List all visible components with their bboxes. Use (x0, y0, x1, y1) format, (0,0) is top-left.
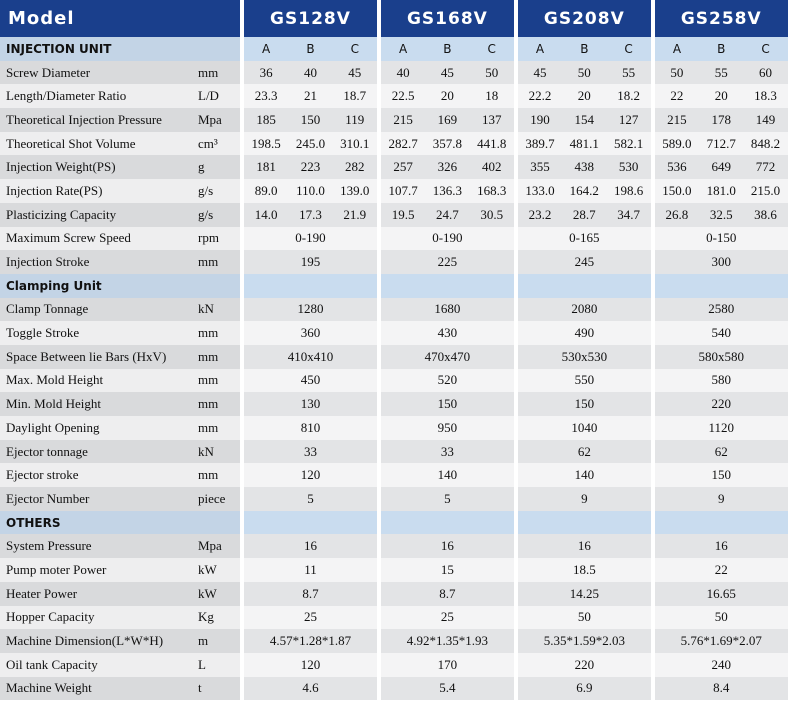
row-label: Clamp Tonnage (0, 298, 196, 322)
value-cell: 215 (381, 108, 425, 132)
row-label: Maximum Screw Speed (0, 227, 196, 251)
value-cell: 62 (518, 440, 651, 464)
value-cell: 169 (425, 108, 469, 132)
row-label: Hopper Capacity (0, 606, 196, 630)
table-row (0, 416, 788, 440)
value-cell: 4.92*1.35*1.93 (381, 629, 514, 653)
value-cell: 16 (655, 534, 788, 558)
value-cell: 11 (244, 558, 377, 582)
sub-column-label: C (333, 37, 377, 61)
value-cell: 130 (244, 392, 377, 416)
value-cell: 50 (655, 61, 699, 85)
value-cell: 18 (470, 84, 514, 108)
row-label: Machine Weight (0, 677, 196, 701)
value-cell: 438 (562, 155, 606, 179)
table-header-row (0, 0, 788, 37)
value-cell: 772 (743, 155, 787, 179)
value-cell: 16 (518, 534, 651, 558)
value-cell: 8.7 (381, 582, 514, 606)
value-cell: 181.0 (699, 179, 743, 203)
value-cell: 848.2 (743, 132, 787, 156)
row-unit: cm³ (196, 132, 240, 156)
value-cell: 5.35*1.59*2.03 (518, 629, 651, 653)
value-cell: 23.3 (244, 84, 288, 108)
value-cell: 536 (655, 155, 699, 179)
value-cell: 257 (381, 155, 425, 179)
value-cell: 649 (699, 155, 743, 179)
value-cell: 530x530 (518, 345, 651, 369)
table-row (0, 84, 788, 108)
value-cell: 150.0 (655, 179, 699, 203)
value-cell: 127 (606, 108, 650, 132)
table-row (0, 61, 788, 85)
value-cell: 580x580 (655, 345, 788, 369)
sub-column-label: B (425, 37, 469, 61)
section-header-row (0, 274, 788, 298)
row-unit: t (196, 677, 240, 701)
model-gs168v-header: GS168V (381, 0, 514, 37)
value-cell: 40 (288, 61, 332, 85)
table-row (0, 606, 788, 630)
value-cell: 14.25 (518, 582, 651, 606)
value-cell: 20 (425, 84, 469, 108)
value-cell: 0-190 (381, 227, 514, 251)
value-cell: 164.2 (562, 179, 606, 203)
value-cell: 18.5 (518, 558, 651, 582)
value-cell: 168.3 (470, 179, 514, 203)
table-row (0, 345, 788, 369)
value-cell: 582.1 (606, 132, 650, 156)
value-cell: 950 (381, 416, 514, 440)
value-cell: 195 (244, 250, 377, 274)
row-unit: g/s (196, 203, 240, 227)
value-cell: 282.7 (381, 132, 425, 156)
value-cell: 150 (518, 392, 651, 416)
value-cell: 0-150 (655, 227, 788, 251)
value-cell: 181 (244, 155, 288, 179)
value-cell: 15 (381, 558, 514, 582)
value-cell: 154 (562, 108, 606, 132)
value-cell: 170 (381, 653, 514, 677)
row-label: Max. Mold Height (0, 369, 196, 393)
row-label: Toggle Stroke (0, 321, 196, 345)
row-label: Daylight Opening (0, 416, 196, 440)
sub-column-label: A (381, 37, 425, 61)
value-cell: 150 (288, 108, 332, 132)
value-cell: 300 (655, 250, 788, 274)
value-cell: 16.65 (655, 582, 788, 606)
value-cell: 8.4 (655, 677, 788, 701)
value-cell: 0-190 (244, 227, 377, 251)
model-gs258v-header: GS258V (655, 0, 788, 37)
row-unit: g/s (196, 179, 240, 203)
value-cell: 45 (333, 61, 377, 85)
table-row (0, 250, 788, 274)
value-cell: 150 (655, 463, 788, 487)
row-label: Plasticizing Capacity (0, 203, 196, 227)
value-cell: 245 (518, 250, 651, 274)
row-unit: Kg (196, 606, 240, 630)
model-header: Model (0, 0, 240, 37)
sub-column-label: C (470, 37, 514, 61)
value-cell: 24.7 (425, 203, 469, 227)
row-label: Heater Power (0, 582, 196, 606)
value-cell: 410x410 (244, 345, 377, 369)
value-cell: 540 (655, 321, 788, 345)
value-cell: 225 (381, 250, 514, 274)
value-cell: 19.5 (381, 203, 425, 227)
value-cell: 25 (244, 606, 377, 630)
row-unit: kW (196, 582, 240, 606)
row-label: Ejector Number (0, 487, 196, 511)
value-cell: 110.0 (288, 179, 332, 203)
value-cell: 50 (655, 606, 788, 630)
table-row (0, 179, 788, 203)
value-cell: 220 (655, 392, 788, 416)
table-row (0, 463, 788, 487)
sub-column-label: C (606, 37, 650, 61)
section-title: Clamping Unit (0, 274, 240, 298)
value-cell: 60 (743, 61, 787, 85)
table-row (0, 534, 788, 558)
model-gs208v-header: GS208V (518, 0, 651, 37)
value-cell: 50 (518, 606, 651, 630)
value-cell: 9 (518, 487, 651, 511)
value-cell: 2080 (518, 298, 651, 322)
table-row (0, 132, 788, 156)
table-row (0, 487, 788, 511)
table-row (0, 629, 788, 653)
value-cell: 28.7 (562, 203, 606, 227)
value-cell: 55 (606, 61, 650, 85)
row-unit: L (196, 653, 240, 677)
value-cell: 5 (381, 487, 514, 511)
value-cell: 360 (244, 321, 377, 345)
row-label: Min. Mold Height (0, 392, 196, 416)
value-cell: 481.1 (562, 132, 606, 156)
value-cell: 198.6 (606, 179, 650, 203)
row-label: Ejector tonnage (0, 440, 196, 464)
value-cell: 355 (518, 155, 562, 179)
value-cell: 50 (562, 61, 606, 85)
value-cell: 9 (655, 487, 788, 511)
table-row (0, 321, 788, 345)
value-cell: 18.7 (333, 84, 377, 108)
row-unit: mm (196, 392, 240, 416)
row-unit: kN (196, 298, 240, 322)
value-cell: 580 (655, 369, 788, 393)
value-cell: 18.2 (606, 84, 650, 108)
table-row (0, 440, 788, 464)
row-unit: mm (196, 321, 240, 345)
row-unit: kN (196, 440, 240, 464)
row-unit: mm (196, 61, 240, 85)
value-cell: 223 (288, 155, 332, 179)
value-cell: 6.9 (518, 677, 651, 701)
value-cell: 326 (425, 155, 469, 179)
row-unit: mm (196, 416, 240, 440)
value-cell: 520 (381, 369, 514, 393)
value-cell: 198.5 (244, 132, 288, 156)
value-cell: 21.9 (333, 203, 377, 227)
value-cell: 21 (288, 84, 332, 108)
sub-column-label: A (244, 37, 288, 61)
value-cell: 450 (244, 369, 377, 393)
value-cell: 1680 (381, 298, 514, 322)
value-cell: 282 (333, 155, 377, 179)
value-cell: 139.0 (333, 179, 377, 203)
value-cell: 530 (606, 155, 650, 179)
value-cell: 4.6 (244, 677, 377, 701)
table-row (0, 369, 788, 393)
value-cell: 120 (244, 463, 377, 487)
value-cell: 1120 (655, 416, 788, 440)
row-unit: g (196, 155, 240, 179)
value-cell: 1040 (518, 416, 651, 440)
row-label: Injection Weight(PS) (0, 155, 196, 179)
value-cell: 16 (244, 534, 377, 558)
sub-column-label: B (699, 37, 743, 61)
row-label: Pump moter Power (0, 558, 196, 582)
value-cell: 185 (244, 108, 288, 132)
row-unit: mm (196, 345, 240, 369)
value-cell: 119 (333, 108, 377, 132)
value-cell: 22.2 (518, 84, 562, 108)
row-label: Ejector stroke (0, 463, 196, 487)
value-cell: 215.0 (743, 179, 787, 203)
table-row (0, 582, 788, 606)
value-cell: 190 (518, 108, 562, 132)
value-cell: 14.0 (244, 203, 288, 227)
row-label: Oil tank Capacity (0, 653, 196, 677)
value-cell: 22 (655, 558, 788, 582)
value-cell: 550 (518, 369, 651, 393)
value-cell: 310.1 (333, 132, 377, 156)
value-cell: 120 (244, 653, 377, 677)
value-cell: 2580 (655, 298, 788, 322)
value-cell: 150 (381, 392, 514, 416)
value-cell: 5 (244, 487, 377, 511)
value-cell: 245.0 (288, 132, 332, 156)
row-unit: L/D (196, 84, 240, 108)
value-cell: 45 (425, 61, 469, 85)
value-cell: 23.2 (518, 203, 562, 227)
row-label: Injection Stroke (0, 250, 196, 274)
table-row (0, 653, 788, 677)
value-cell: 402 (470, 155, 514, 179)
table-row (0, 203, 788, 227)
value-cell: 26.8 (655, 203, 699, 227)
sub-column-label: B (288, 37, 332, 61)
value-cell: 810 (244, 416, 377, 440)
value-cell: 490 (518, 321, 651, 345)
value-cell: 133.0 (518, 179, 562, 203)
value-cell: 62 (655, 440, 788, 464)
value-cell: 220 (518, 653, 651, 677)
table-row (0, 558, 788, 582)
value-cell: 50 (470, 61, 514, 85)
value-cell: 140 (381, 463, 514, 487)
value-cell: 30.5 (470, 203, 514, 227)
section-title: INJECTION UNIT (0, 37, 240, 61)
value-cell: 712.7 (699, 132, 743, 156)
value-cell: 107.7 (381, 179, 425, 203)
row-unit: rpm (196, 227, 240, 251)
value-cell: 178 (699, 108, 743, 132)
value-cell: 441.8 (470, 132, 514, 156)
row-label: Length/Diameter Ratio (0, 84, 196, 108)
value-cell: 8.7 (244, 582, 377, 606)
value-cell: 5.4 (381, 677, 514, 701)
value-cell: 38.6 (743, 203, 787, 227)
section-title: OTHERS (0, 511, 240, 535)
value-cell: 1280 (244, 298, 377, 322)
row-unit: m (196, 629, 240, 653)
value-cell: 215 (655, 108, 699, 132)
value-cell: 34.7 (606, 203, 650, 227)
value-cell: 149 (743, 108, 787, 132)
value-cell: 33 (244, 440, 377, 464)
value-cell: 140 (518, 463, 651, 487)
value-cell: 5.76*1.69*2.07 (655, 629, 788, 653)
sub-column-label: C (743, 37, 787, 61)
row-label: Space Between lie Bars (HxV) (0, 345, 196, 369)
value-cell: 357.8 (425, 132, 469, 156)
value-cell: 25 (381, 606, 514, 630)
value-cell: 4.57*1.28*1.87 (244, 629, 377, 653)
value-cell: 22.5 (381, 84, 425, 108)
spec-table-body (0, 37, 788, 700)
value-cell: 45 (518, 61, 562, 85)
value-cell: 430 (381, 321, 514, 345)
value-cell: 16 (381, 534, 514, 558)
row-unit: mm (196, 250, 240, 274)
value-cell: 17.3 (288, 203, 332, 227)
section-header-row (0, 511, 788, 535)
value-cell: 240 (655, 653, 788, 677)
row-label: Screw Diameter (0, 61, 196, 85)
value-cell: 20 (562, 84, 606, 108)
value-cell: 470x470 (381, 345, 514, 369)
value-cell: 89.0 (244, 179, 288, 203)
value-cell: 137 (470, 108, 514, 132)
row-label: Injection Rate(PS) (0, 179, 196, 203)
row-label: Theoretical Injection Pressure (0, 108, 196, 132)
table-row (0, 392, 788, 416)
value-cell: 18.3 (743, 84, 787, 108)
row-unit: Mpa (196, 534, 240, 558)
value-cell: 20 (699, 84, 743, 108)
table-row (0, 677, 788, 701)
row-unit: mm (196, 463, 240, 487)
value-cell: 33 (381, 440, 514, 464)
sub-column-label: B (562, 37, 606, 61)
value-cell: 40 (381, 61, 425, 85)
table-row (0, 227, 788, 251)
value-cell: 0-165 (518, 227, 651, 251)
sub-column-label: A (655, 37, 699, 61)
table-row (0, 298, 788, 322)
table-row (0, 155, 788, 179)
section-header-row (0, 37, 788, 61)
value-cell: 32.5 (699, 203, 743, 227)
sub-column-label: A (518, 37, 562, 61)
value-cell: 22 (655, 84, 699, 108)
row-label: Theoretical Shot Volume (0, 132, 196, 156)
row-unit: Mpa (196, 108, 240, 132)
value-cell: 36 (244, 61, 288, 85)
model-gs128v-header: GS128V (244, 0, 377, 37)
row-unit: kW (196, 558, 240, 582)
row-unit: mm (196, 369, 240, 393)
table-row (0, 108, 788, 132)
value-cell: 55 (699, 61, 743, 85)
value-cell: 389.7 (518, 132, 562, 156)
value-cell: 136.3 (425, 179, 469, 203)
value-cell: 589.0 (655, 132, 699, 156)
row-unit: piece (196, 487, 240, 511)
row-label: System Pressure (0, 534, 196, 558)
row-label: Machine Dimension(L*W*H) (0, 629, 196, 653)
